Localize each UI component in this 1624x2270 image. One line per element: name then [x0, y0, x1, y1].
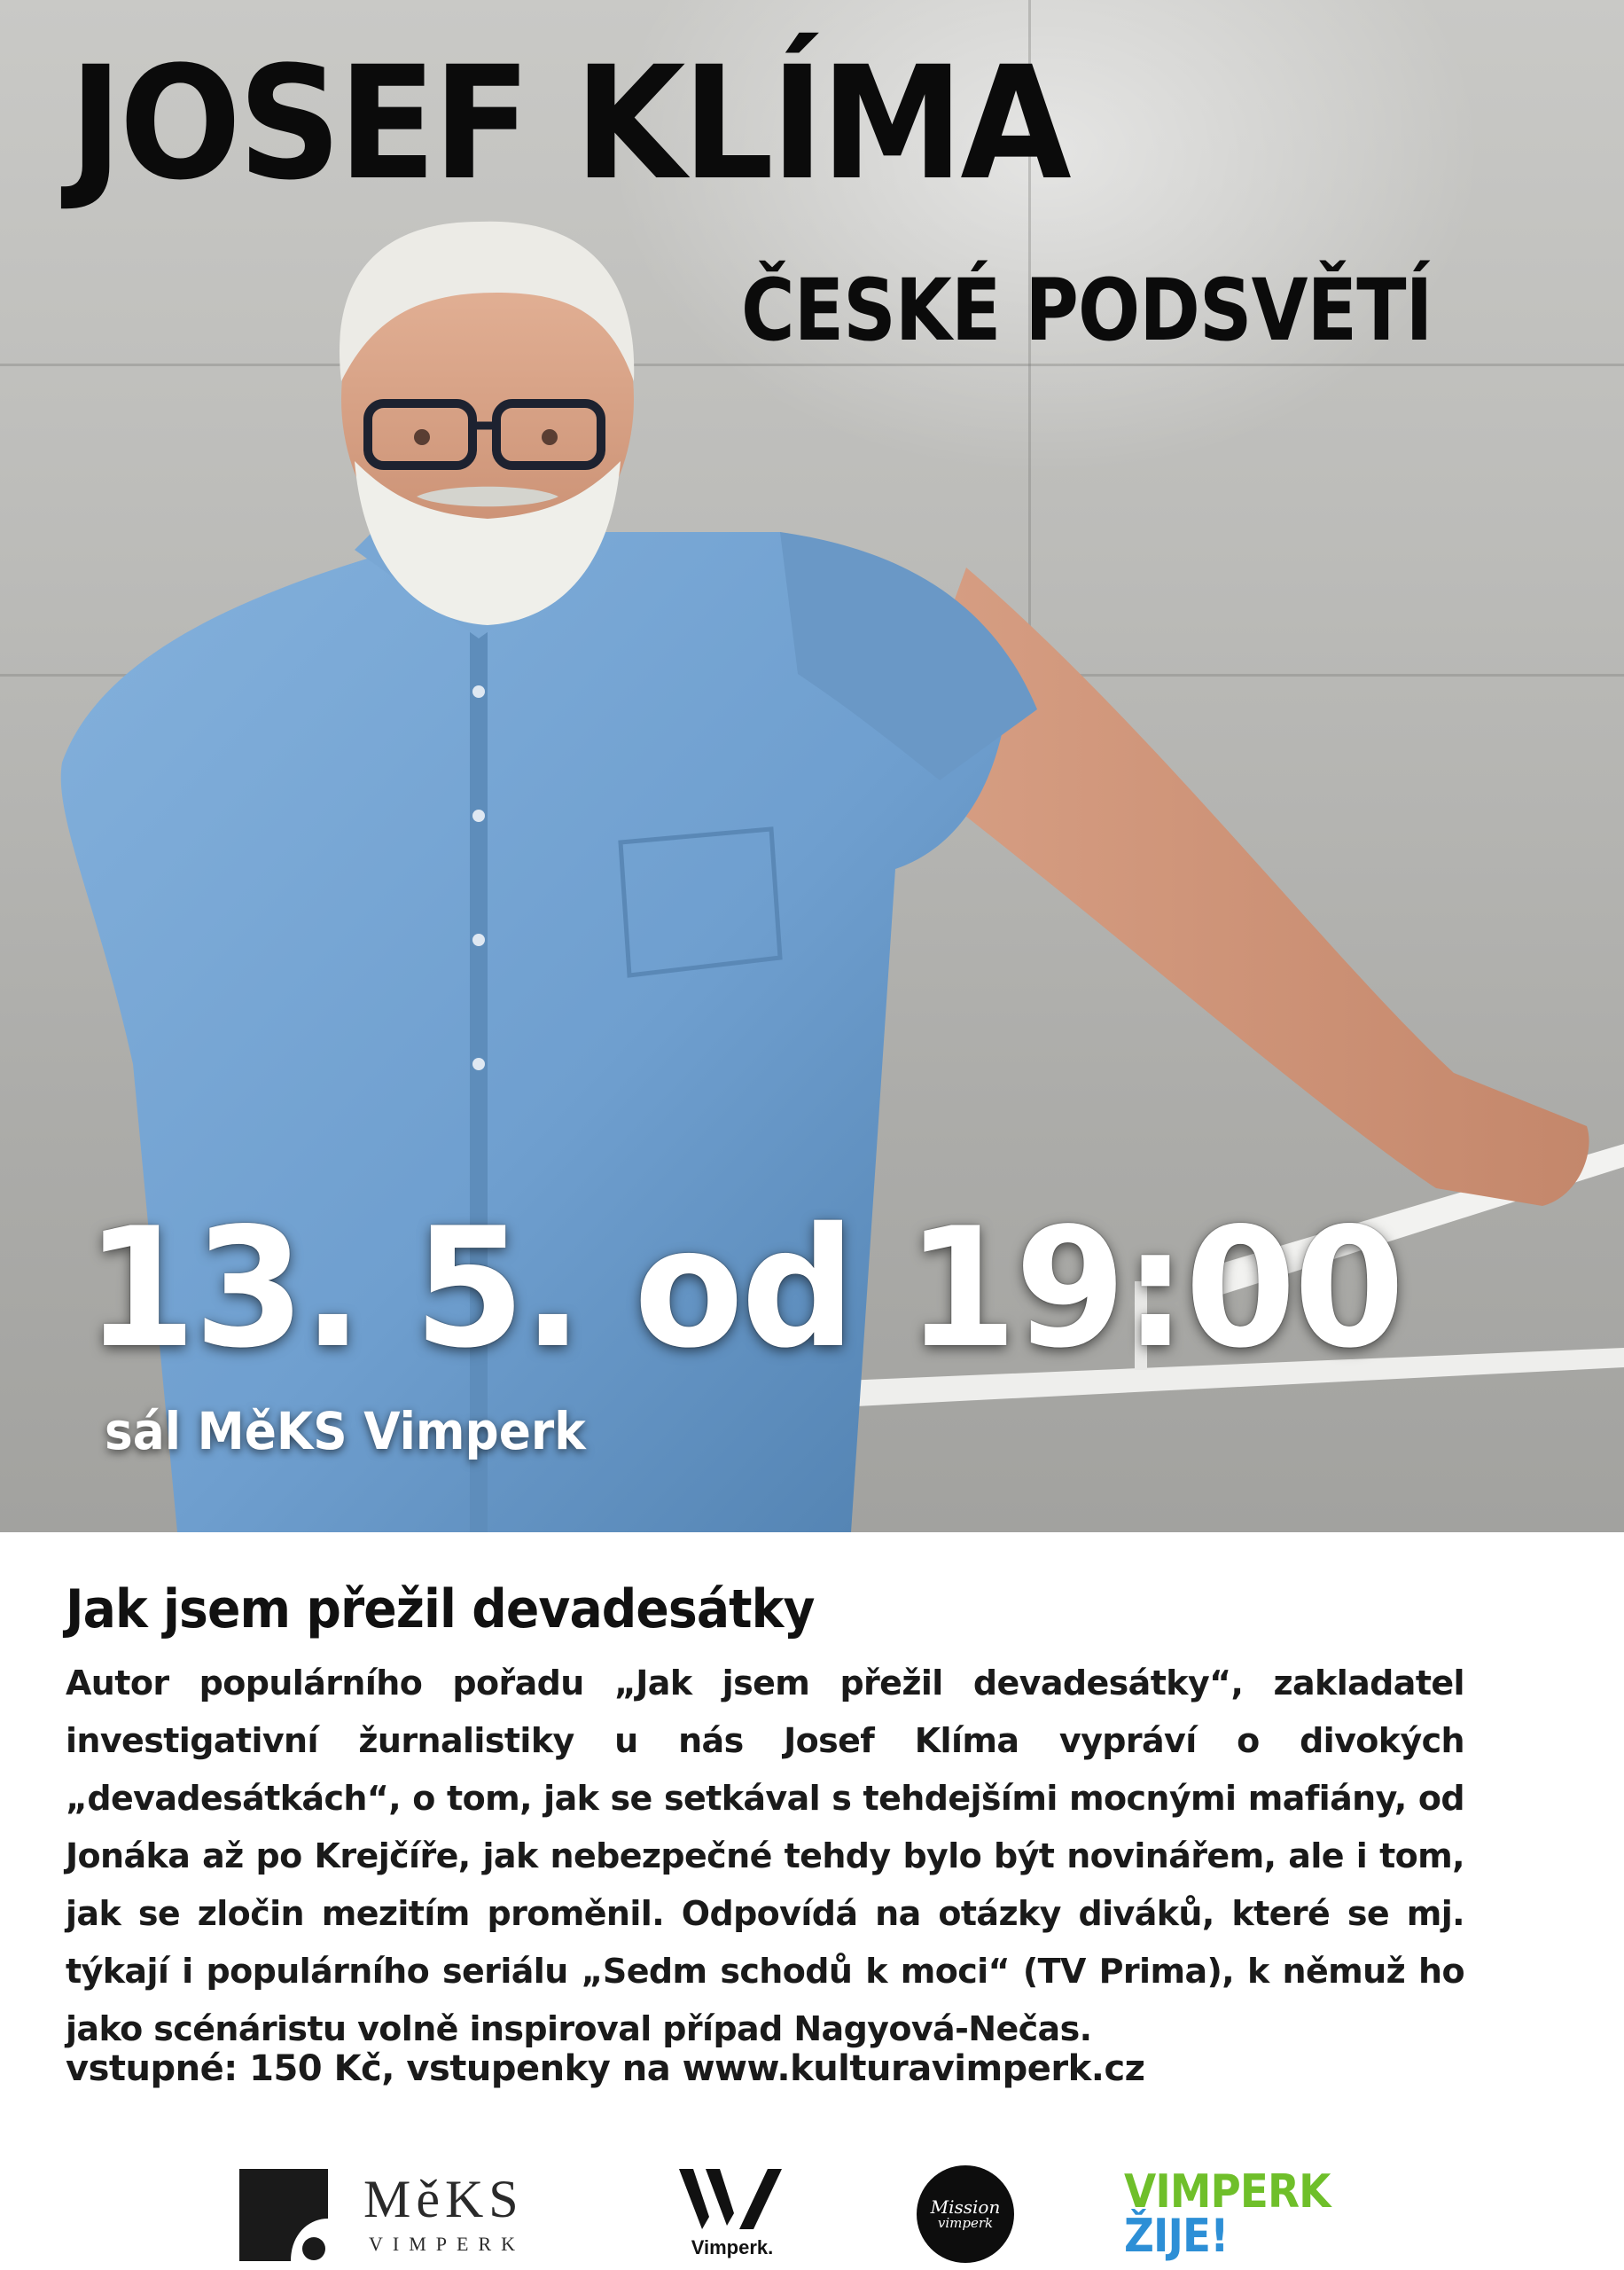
mission-logo-subtext: vimperk — [937, 2214, 994, 2231]
event-date-time: 13. 5. od 19:00 — [85, 1192, 1402, 1384]
mission-vimperk-logo — [917, 2164, 1014, 2263]
vimperk-logo — [670, 2164, 794, 2263]
meks-mark-icon — [239, 2169, 328, 2261]
mission-logo-text: Mission — [930, 2196, 1001, 2218]
zije-logo-line1: VIMPERK — [1124, 2165, 1331, 2219]
vimperk-w-icon — [679, 2169, 782, 2229]
meks-logo-text: MěKS — [363, 2170, 524, 2228]
sponsor-logos — [0, 2164, 1624, 2270]
page-title: JOSEF KLÍMA — [69, 33, 1068, 215]
mission-logo-badge — [917, 2165, 1014, 2263]
vimperk-logo-text: Vimperk. — [691, 2236, 774, 2258]
vimperk-zije-logo — [1124, 2164, 1372, 2263]
zije-logo-line2: ŽIJE! — [1124, 2210, 1229, 2263]
meks-logo-subtext: VIMPERK — [369, 2233, 526, 2255]
article-heading: Jak jsem přežil devadesátky — [66, 1578, 815, 1640]
article-body: Autor populárního pořadu „Jak jsem přežil devadesátky“, zakladatel investigativní žurnalistiky u nás Josef Klíma vypráví o divokých „devadesátkách“, o tom, jak se setkával s tehdejšími mocnými mafiány, od Jonáka až po Krejčíře, jak nebezpečné tehdy bylo být novinářem, ale i tom, jak se zločin mezitím proměnil. Odpovídá na otázky diváků, které se mj. týkají i populárního seriálu „Sedm schodů k moci“ (TV Prima), k němuž ho jako scénáristu volně inspiroval případ Nagyová-Nečas. — [66, 1663, 1464, 2048]
event-venue: sál MěKS Vimperk — [105, 1401, 586, 1461]
ticket-info: vstupné: 150 Kč, vstupenky na www.kulturavimperk.cz — [66, 2048, 1145, 2089]
meks-logo — [239, 2164, 558, 2263]
page-subtitle: ČESKÉ PODSVĚTÍ — [741, 261, 1433, 360]
